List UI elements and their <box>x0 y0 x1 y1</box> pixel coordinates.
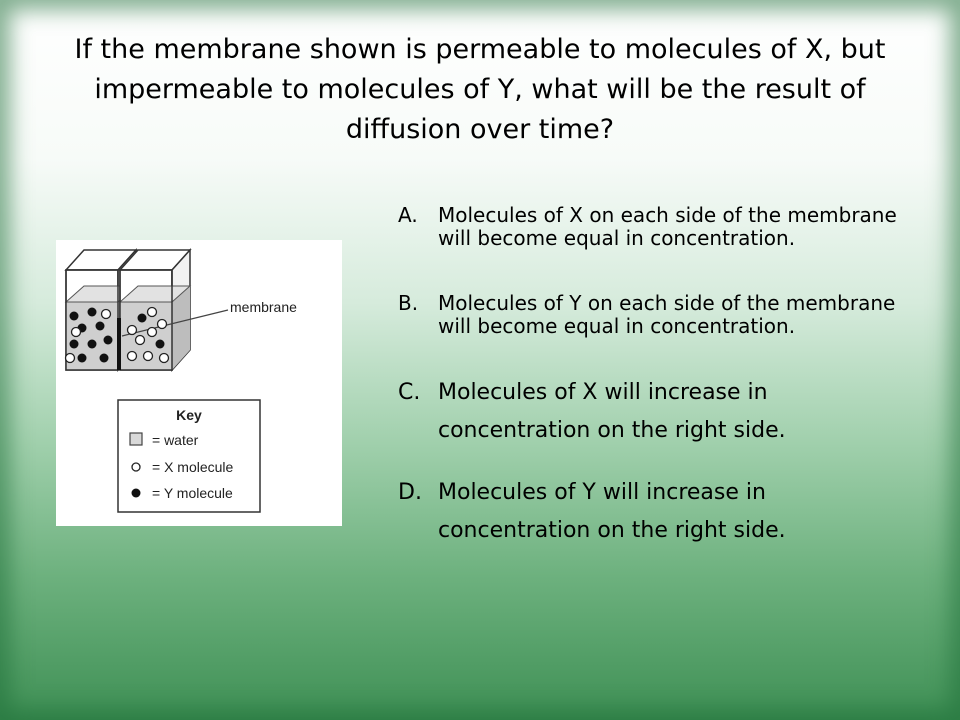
membrane-line <box>117 318 121 370</box>
option-b[interactable] <box>398 292 918 338</box>
membrane-diagram-svg <box>56 240 342 526</box>
option-text: Molecules of X will increase in concentration on the right side. <box>438 380 786 443</box>
key-item-y: = Y molecule <box>152 485 233 501</box>
option-letter: D. <box>398 480 422 505</box>
option-letter: B. <box>398 291 419 315</box>
option-letter: C. <box>398 380 421 405</box>
option-c[interactable] <box>398 374 918 450</box>
key-title: Key <box>176 407 202 423</box>
membrane-label: membrane <box>230 299 297 315</box>
option-d[interactable] <box>398 474 918 550</box>
option-a[interactable] <box>398 204 918 250</box>
y-molecule-icon <box>132 489 141 498</box>
x-molecule-icon <box>132 463 140 471</box>
option-text: Molecules of Y will increase in concentration on the right side. <box>438 480 786 543</box>
membrane-diagram <box>56 240 342 526</box>
water-square-icon <box>130 433 142 445</box>
option-letter: A. <box>398 203 418 227</box>
key-item-water: = water <box>152 432 199 448</box>
option-text: Molecules of X on each side of the membrane will become equal in concentration. <box>438 203 897 250</box>
option-text: Molecules of Y on each side of the membrane will become equal in concentration. <box>438 291 896 338</box>
question-title: If the membrane shown is permeable to molecules of X, but impermeable to molecules of Y, what will be the result of diffusion over time? <box>74 34 886 145</box>
answer-options <box>398 204 918 550</box>
key-item-x: = X molecule <box>152 459 234 475</box>
key-box <box>118 400 260 512</box>
